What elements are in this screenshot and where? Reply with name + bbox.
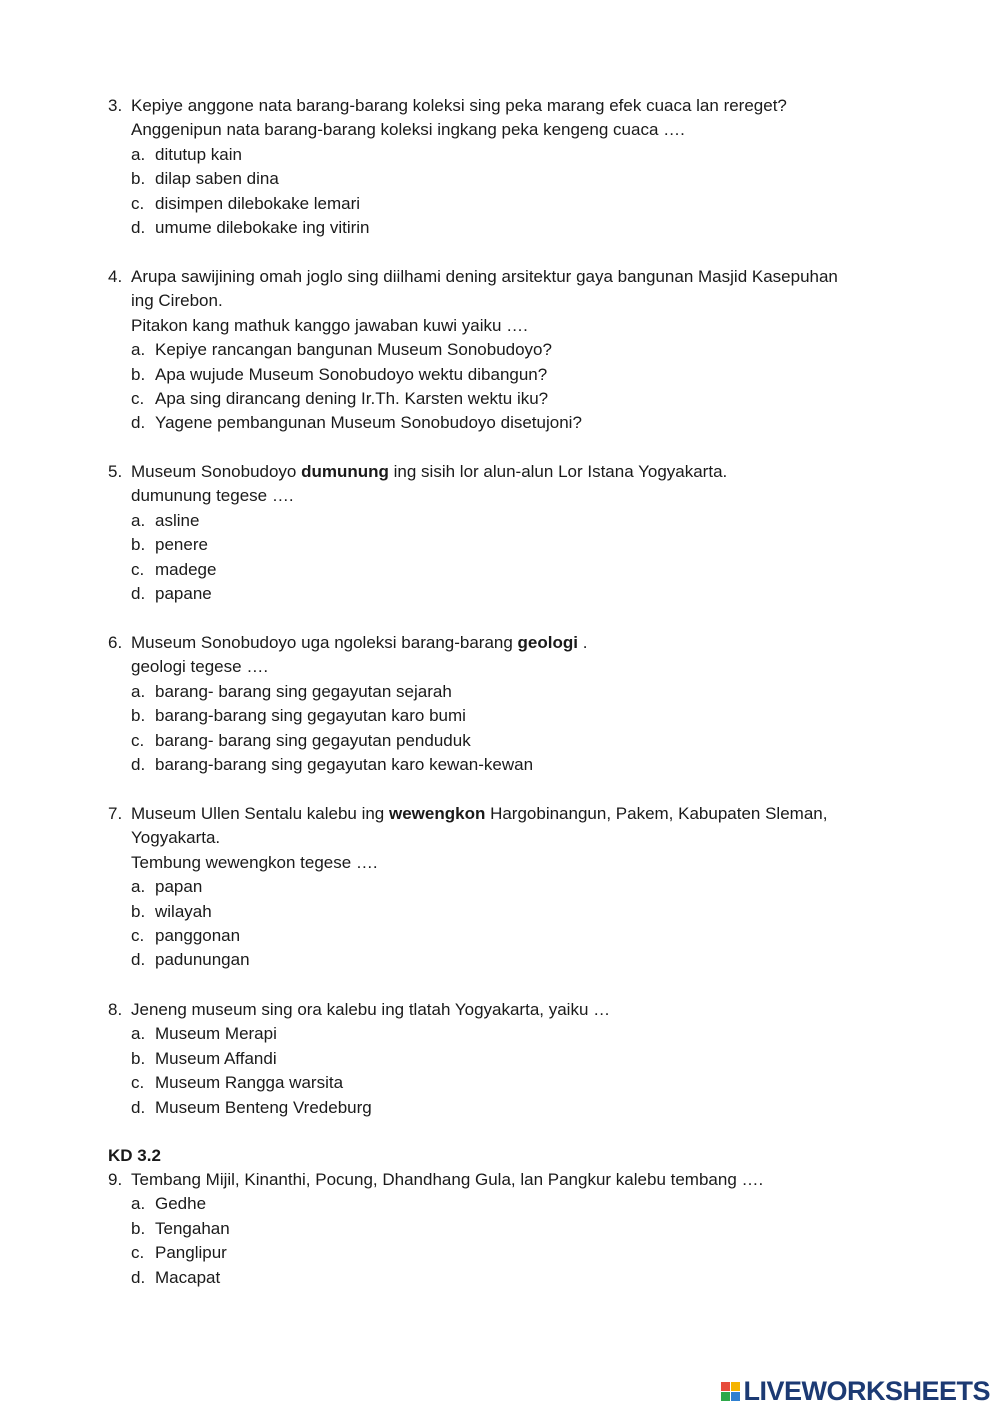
answer-option[interactable] [108, 411, 928, 435]
question-text-line [108, 1168, 928, 1192]
answer-option[interactable] [108, 875, 928, 899]
answer-option[interactable] [108, 1022, 928, 1046]
question-text: Museum Sonobudoyo [131, 462, 302, 481]
option-text: barang-barang sing gegayutan karo bumi [155, 706, 466, 726]
answer-option[interactable] [108, 387, 928, 411]
question-text: Tembang Mijil, Kinanthi, Pocung, Dhandhang Gula, lan Pangkur kalebu tembang …. [131, 1170, 764, 1189]
option-text: papan [155, 877, 203, 897]
answer-option[interactable] [108, 680, 928, 704]
question-text: dumunung tegese …. [131, 486, 294, 506]
question-text: ing sisih lor alun-alun Lor Istana Yogyakarta. [388, 462, 728, 481]
question-text: Jeneng museum sing ora kalebu ing tlatah Yogyakarta, yaiku … [131, 1000, 611, 1019]
question-number: 9. [108, 1170, 123, 1189]
option-text: Gedhe [155, 1194, 207, 1214]
logo-mark-square [731, 1382, 740, 1391]
question-text-line [108, 460, 928, 484]
answer-option[interactable] [108, 1071, 928, 1095]
option-text: barang- barang sing gegayutan sejarah [155, 681, 452, 701]
answer-option[interactable] [108, 338, 928, 362]
answer-option[interactable] [108, 924, 928, 948]
option-text: Kepiye rancangan bangunan Museum Sonobudoyo? [155, 340, 552, 360]
answer-option[interactable] [108, 533, 928, 557]
answer-option[interactable] [108, 509, 928, 533]
question-text-line [108, 265, 928, 289]
section-heading: KD 3.2 [108, 1146, 161, 1165]
option-letter: a. [131, 340, 146, 360]
question-number: 6. [108, 633, 123, 652]
option-letter: c. [131, 1073, 145, 1093]
option-letter: d. [131, 584, 146, 604]
option-letter: b. [131, 1048, 146, 1068]
question-4 [108, 265, 928, 436]
answer-option[interactable] [108, 1096, 928, 1120]
question-8 [108, 998, 928, 1120]
answer-option[interactable] [108, 143, 928, 167]
option-letter: b. [131, 169, 146, 189]
answer-option[interactable] [108, 948, 928, 972]
option-text: penere [155, 535, 208, 555]
option-letter: c. [131, 193, 145, 213]
option-letter: a. [131, 681, 146, 701]
question-text-line [108, 289, 928, 313]
option-letter: d. [131, 755, 146, 775]
answer-option[interactable] [108, 558, 928, 582]
answer-option[interactable] [108, 753, 928, 777]
option-letter: b. [131, 1218, 146, 1238]
question-text: Anggenipun nata barang-barang koleksi ingkang peka kengeng cuaca …. [131, 120, 685, 140]
question-text-line [108, 998, 928, 1022]
question-text: Museum Ullen Sentalu kalebu ing [131, 804, 389, 823]
option-letter: d. [131, 413, 146, 433]
question-number: 8. [108, 1000, 123, 1019]
option-text: wilayah [155, 901, 212, 921]
question-5 [108, 460, 928, 606]
question-text: Arupa sawijining omah joglo sing diilhami dening arsitektur gaya bangunan Masjid Kasepuhan [131, 267, 838, 286]
question-number: 5. [108, 462, 123, 481]
option-text: Macapat [155, 1267, 221, 1287]
option-letter: b. [131, 706, 146, 726]
question-text-line [108, 631, 928, 655]
option-letter: d. [131, 950, 146, 970]
option-letter: b. [131, 535, 146, 555]
option-text: Yagene pembangunan Museum Sonobudoyo disetujoni? [155, 413, 582, 433]
option-letter: c. [131, 559, 145, 579]
question-text: Yogyakarta. [131, 828, 221, 848]
question-number: 3. [108, 96, 123, 115]
answer-option[interactable] [108, 1047, 928, 1071]
option-letter: d. [131, 1267, 146, 1287]
option-letter: c. [131, 926, 145, 946]
answer-option[interactable] [108, 1217, 928, 1241]
option-letter: c. [131, 730, 145, 750]
option-letter: a. [131, 1194, 146, 1214]
option-text: Museum Benteng Vredeburg [155, 1097, 372, 1117]
option-letter: d. [131, 1097, 146, 1117]
answer-option[interactable] [108, 1266, 928, 1290]
answer-option[interactable] [108, 1192, 928, 1216]
answer-option[interactable] [108, 900, 928, 924]
answer-option[interactable] [108, 192, 928, 216]
question-text: Tembung wewengkon tegese …. [131, 852, 378, 872]
option-text: Panglipur [155, 1243, 227, 1263]
question-text-line [108, 94, 928, 118]
question-text: Museum Sonobudoyo uga ngoleksi barang-barang [131, 633, 518, 652]
question-text: ing Cirebon. [131, 291, 223, 311]
option-text: padunungan [155, 950, 250, 970]
option-text: barang-barang sing gegayutan karo kewan-kewan [155, 755, 534, 775]
logo-mark-square [731, 1392, 740, 1401]
option-letter: b. [131, 901, 146, 921]
keyword-bold: wewengkon [388, 804, 486, 823]
question-text-line [108, 826, 928, 850]
option-letter: a. [131, 1024, 146, 1044]
answer-option[interactable] [108, 1241, 928, 1265]
keyword-bold: dumunung [301, 462, 389, 481]
answer-option[interactable] [108, 167, 928, 191]
question-text: geologi tegese …. [131, 657, 269, 677]
question-text-line [108, 314, 928, 338]
question-number: 4. [108, 267, 123, 286]
option-text: madege [155, 559, 217, 579]
keyword-bold: geologi [517, 633, 578, 652]
question-9 [108, 1168, 928, 1290]
question-text-line [108, 484, 928, 508]
answer-option[interactable] [108, 729, 928, 753]
question-3 [108, 94, 928, 240]
question-7 [108, 802, 928, 973]
option-text: disimpen dilebokake lemari [155, 193, 361, 213]
option-text: Apa wujude Museum Sonobudoyo wektu dibangun? [155, 364, 548, 384]
option-text: asline [155, 510, 200, 530]
answer-option[interactable] [108, 363, 928, 387]
option-letter: c. [131, 1243, 145, 1263]
question-number: 7. [108, 804, 123, 823]
question-text-line [108, 118, 928, 142]
option-text: Tengahan [155, 1218, 230, 1238]
answer-option[interactable] [108, 704, 928, 728]
option-letter: d. [131, 218, 146, 238]
option-text: Museum Merapi [155, 1024, 277, 1044]
logo-mark-icon [721, 1382, 740, 1401]
logo-mark-square [721, 1382, 730, 1391]
option-letter: c. [131, 389, 145, 409]
option-text: panggonan [155, 926, 241, 946]
option-letter: a. [131, 144, 146, 164]
question-text-line [108, 851, 928, 875]
option-text: Apa sing dirancang dening Ir.Th. Karsten wektu iku? [155, 389, 549, 409]
question-text: Pitakon kang mathuk kanggo jawaban kuwi yaiku …. [131, 315, 528, 335]
option-text: Museum Affandi [155, 1048, 277, 1068]
question-text: Hargobinangun, Pakem, Kabupaten Sleman, [485, 804, 828, 823]
question-text-line [108, 655, 928, 679]
question-text: . [578, 633, 588, 652]
option-text: barang- barang sing gegayutan penduduk [155, 730, 471, 750]
question-text-line [108, 802, 928, 826]
question-6 [108, 631, 928, 777]
option-text: umume dilebokake ing vitirin [155, 218, 370, 238]
option-text: dilap saben dina [155, 169, 279, 189]
option-letter: a. [131, 877, 146, 897]
option-letter: b. [131, 364, 146, 384]
answer-option[interactable] [108, 582, 928, 606]
answer-option[interactable] [108, 216, 928, 240]
logo-mark-square [721, 1392, 730, 1401]
option-text: papane [155, 584, 212, 604]
logo-text: LIVEWORKSHEETS [743, 1376, 990, 1406]
option-text: Museum Rangga warsita [155, 1073, 344, 1093]
question-text: Kepiye anggone nata barang-barang koleksi sing peka marang efek cuaca lan rereget? [131, 96, 787, 115]
option-letter: a. [131, 510, 146, 530]
liveworksheets-logo [721, 1376, 990, 1407]
option-text: ditutup kain [155, 144, 242, 164]
